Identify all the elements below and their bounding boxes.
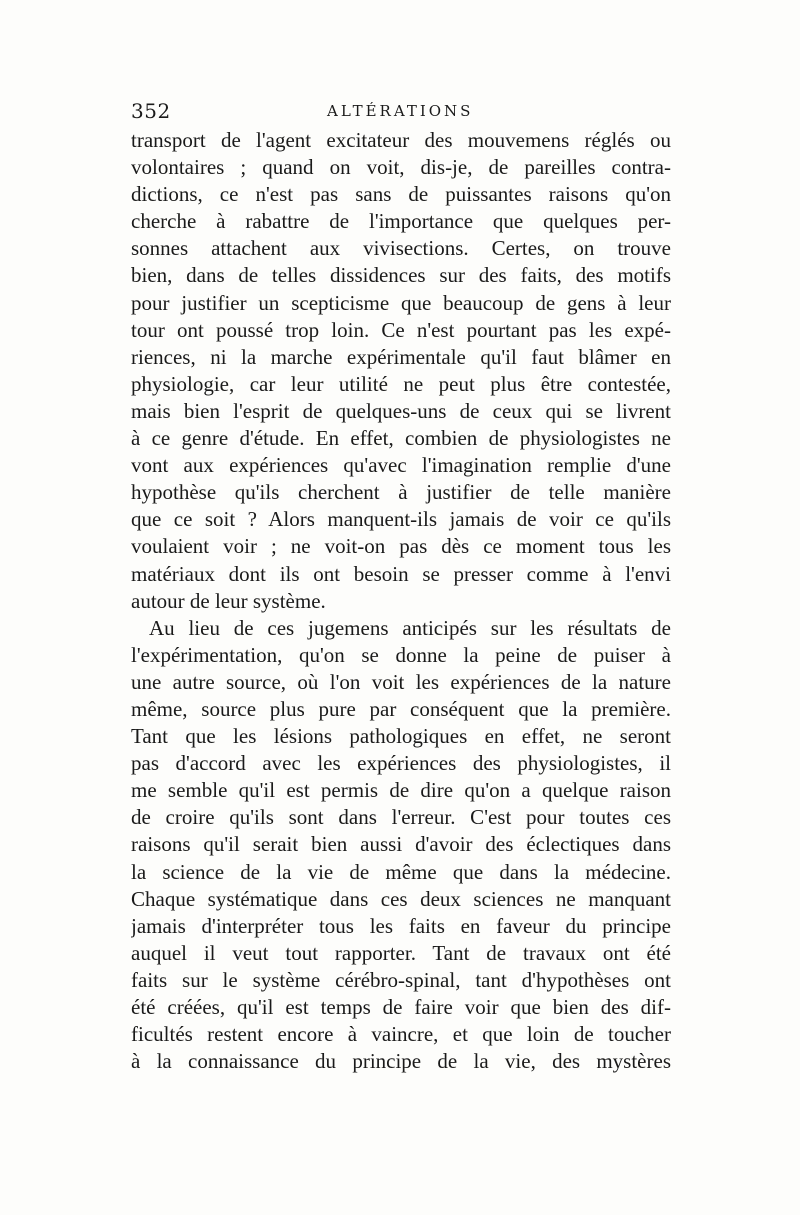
paragraph-end-line: autour de leur système. [131,588,326,613]
text-line: la science de la vie de même que dans la médecine. [131,859,671,884]
text-line: volontaires ; quand on voit, dis-je, de pareilles contra- [131,155,671,180]
text-line: même, source plus pure par conséquent que la première. [131,696,671,721]
text-line: auquel il veut tout rapporter. Tant de travaux ont été [131,940,671,965]
running-head [131,96,671,126]
text-line: Chaque systématique dans ces deux sciences ne manquant [131,886,671,911]
text-line: voulaient voir ; ne voit-on pas dès ce moment tous les [131,534,671,559]
text-line: transport de l'agent excitateur des mouvemens réglés ou [131,128,671,152]
text-line: physiologie, car leur utilité ne peut plus être contestée, [131,371,671,396]
text-line: à ce genre d'étude. En effet, combien de physiologistes ne [131,426,671,451]
text-line: raisons qu'il serait bien aussi d'avoir des éclectiques dans [131,832,671,857]
text-line: l'expérimentation, qu'on se donne la peine de puiser à [131,642,671,667]
text-line: mais bien l'esprit de quelques-uns de ceux qui se livrent [131,398,671,423]
text-line: été créées, qu'il est temps de faire voir que bien des dif- [131,995,671,1019]
paragraph-start-line: Au lieu de ces jugemens anticipés sur les résultats de [149,615,671,640]
text-line: pour justifier un scepticisme que beaucoup de gens à leur [131,290,671,315]
text-line: bien, dans de telles dissidences sur des faits, des motifs [131,263,671,288]
text-line: cherche à rabattre de l'importance que quelques per- [131,209,671,234]
body-text [131,127,671,1075]
page-number: 352 [131,99,171,123]
text-line: hypothèse qu'ils cherchent à justifier de telle manière [131,480,671,505]
text-line: faits sur le système cérébro-spinal, tant d'hypothèses ont [131,967,671,992]
text-line: jamais d'interpréter tous les faits en faveur du principe [131,913,671,938]
text-line: à la connaissance du principe de la vie, des mystères [131,1049,671,1074]
text-line: matériaux dont ils ont besoin se presser comme à l'envi [131,561,671,586]
text-line: vont aux expériences qu'avec l'imagination remplie d'une [131,453,671,478]
text-line: tour ont poussé trop loin. Ce n'est pourtant pas les expé- [131,317,671,342]
text-line: me semble qu'il est permis de dire qu'on a quelque raison [131,778,671,803]
text-line: pas d'accord avec les expériences des physiologistes, il [131,751,671,776]
text-line: de croire qu'ils sont dans l'erreur. C'est pour toutes ces [131,805,671,830]
text-line: une autre source, où l'on voit les expériences de la nature [131,669,671,694]
text-line: sonnes attachent aux vivisections. Certes, on trouve [131,236,671,261]
text-line: riences, ni la marche expérimentale qu'il faut blâmer en [131,344,671,369]
text-line: que ce soit ? Alors manquent-ils jamais de voir ce qu'ils [131,507,671,532]
running-title: ALTÉRATIONS [327,102,474,120]
text-line: Tant que les lésions pathologiques en effet, ne seront [131,724,671,749]
text-line: dictions, ce n'est pas sans de puissantes raisons qu'on [131,182,671,207]
text-line: ficultés restent encore à vaincre, et que loin de toucher [131,1022,671,1047]
